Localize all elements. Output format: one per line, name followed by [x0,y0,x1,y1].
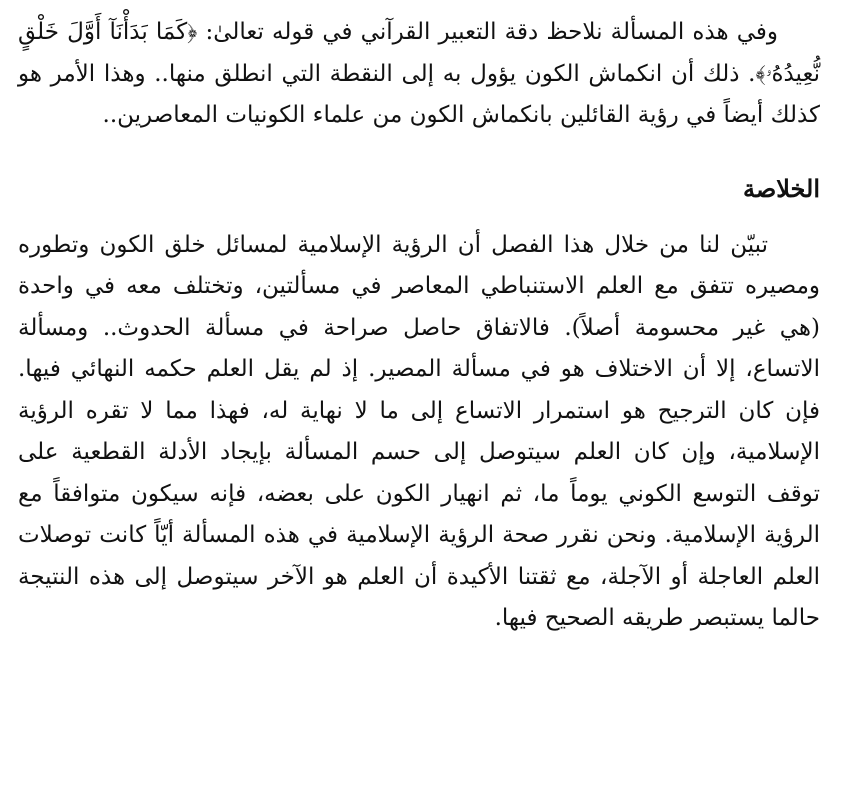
section-heading: الخلاصة [742,173,820,203]
paragraph-lead-text: وفي هذه المسألة نلاحظ دقة التعبير القرآني في قوله تعالىٰ: [197,19,778,45]
paragraph-quran-reference [18,12,820,137]
paragraph-rest-text: . ذلك أن انكماش الكون يؤول به إلى النقطة التي انطلق منها.. وهذا الأمر هو كذلك أيضاً في رؤية القائلين بانكماش الكون من علماء الكونيات المعاصرين.. [18,60,820,128]
quran-quote: ﴿كَمَا بَدَأْنَآ أَوَّلَ خَلْقٍ نُّعِيدُهُۥ﴾ [18,19,820,87]
conclusion-paragraph: تبيّن لنا من خلال هذا الفصل أن الرؤية الإسلامية لمسائل خلق الكون وتطوره ومصيره تتفق مع العلم الاستنباطي المعاصر في مسألتين، وتختلف معه في واحدة (هي غير محسومة أصلاً). فالاتفاق حاصل صراحة في مسألة الحدوث.. ومسألة الاتساع، إلا أن الاختلاف هو في مسألة المصير. إذ لم يقل العلم حكمه النهائي فيها. فإن كان الترجيح هو استمرار الاتساع إلى ما لا نهاية له، فهذا مما لا تقره الرؤية الإسلامية، وإن كان العلم سيتوصل إلى حسم المسألة بإيجاد الأدلة القطعية على توقف التوسع الكوني يوماً ما، ثم انهيار الكون على بعضه، فإنه سيكون متوافقاً مع الرؤية الإسلامية. ونحن نقرر صحة الرؤية الإسلامية في هذه المسألة أيّاً كانت توصلات العلم العاجلة أو الآجلة، مع ثقتنا الأكيدة أن العلم هو الآخر سيتوصل إلى هذه النتيجة حالما يستبصر طريقه الصحيح فيها. [18,231,820,631]
